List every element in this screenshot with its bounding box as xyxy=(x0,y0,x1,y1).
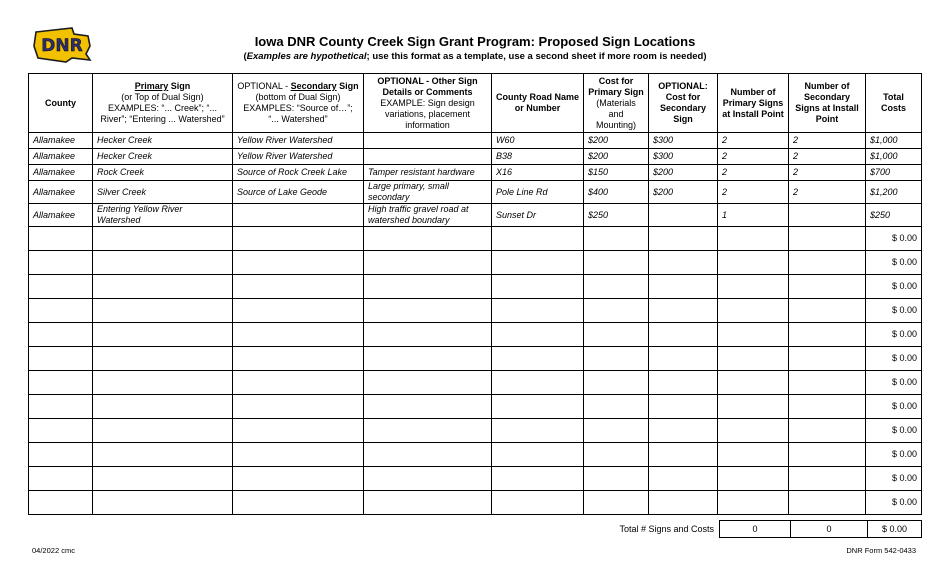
cell-cost-secondary[interactable] xyxy=(649,443,718,467)
header-secondary-pre: OPTIONAL - xyxy=(237,81,291,91)
cell-county[interactable]: Allamakee xyxy=(29,165,93,181)
cell-secondary-sign[interactable] xyxy=(233,204,364,227)
cell-num-primary[interactable]: 1 xyxy=(718,204,789,227)
cell-secondary-sign[interactable] xyxy=(233,227,364,251)
cell-num-secondary[interactable] xyxy=(789,204,866,227)
cell-cost-primary[interactable] xyxy=(584,467,649,491)
header-cost-primary xyxy=(584,74,649,133)
cell-cost-primary[interactable] xyxy=(584,299,649,323)
header-cost-secondary: OPTIONAL: Cost for Secondary Sign xyxy=(649,74,718,133)
cell-county-road[interactable] xyxy=(492,467,584,491)
cell-primary-sign[interactable] xyxy=(93,467,233,491)
cell-num-primary[interactable] xyxy=(718,227,789,251)
cell-secondary-sign[interactable] xyxy=(233,395,364,419)
cell-county-road[interactable] xyxy=(492,443,584,467)
header-secondary-sign xyxy=(233,74,364,133)
footer-form-number: DNR Form 542-0433 xyxy=(846,546,916,555)
cell-primary-sign[interactable] xyxy=(93,371,233,395)
cell-cost-primary[interactable] xyxy=(584,347,649,371)
cell-other-details[interactable] xyxy=(364,443,492,467)
blank-row xyxy=(29,419,922,443)
cell-cost-secondary[interactable] xyxy=(649,467,718,491)
cell-num-primary[interactable] xyxy=(718,419,789,443)
cell-cost-secondary[interactable]: $200 xyxy=(649,165,718,181)
cell-other-details[interactable] xyxy=(364,491,492,515)
header-other-details xyxy=(364,74,492,133)
cell-primary-sign[interactable]: Hecker Creek xyxy=(93,133,233,149)
cell-num-primary[interactable] xyxy=(718,491,789,515)
cell-secondary-sign[interactable] xyxy=(233,371,364,395)
cell-secondary-sign[interactable]: Yellow River Watershed xyxy=(233,149,364,165)
header-row xyxy=(29,74,922,133)
cell-cost-secondary[interactable]: $300 xyxy=(649,149,718,165)
blank-row xyxy=(29,227,922,251)
blank-row xyxy=(29,491,922,515)
logo-text: DNR xyxy=(41,36,83,56)
cell-cost-primary[interactable]: $200 xyxy=(584,133,649,149)
cell-secondary-sign[interactable] xyxy=(233,251,364,275)
cell-county[interactable] xyxy=(29,251,93,275)
cell-cost-primary[interactable]: $400 xyxy=(584,181,649,204)
cell-num-secondary[interactable]: 2 xyxy=(789,181,866,204)
cell-num-secondary[interactable] xyxy=(789,347,866,371)
header-secondary-bold: Sign xyxy=(336,81,359,91)
cell-total: $700 xyxy=(866,165,922,181)
cell-primary-sign[interactable] xyxy=(93,227,233,251)
cell-num-secondary[interactable] xyxy=(789,275,866,299)
cell-num-primary[interactable]: 2 xyxy=(718,181,789,204)
cell-cost-primary[interactable] xyxy=(584,443,649,467)
cell-county[interactable]: Allamakee xyxy=(29,204,93,227)
header-total-costs: Total Costs xyxy=(866,74,922,133)
cell-num-primary[interactable] xyxy=(718,347,789,371)
cell-total: $ 0.00 xyxy=(866,323,922,347)
cell-cost-secondary[interactable]: $300 xyxy=(649,133,718,149)
cell-county-road[interactable]: W60 xyxy=(492,133,584,149)
header-county-road: County Road Name or Number xyxy=(492,74,584,133)
blank-row xyxy=(29,443,922,467)
cell-other-details[interactable] xyxy=(364,419,492,443)
cell-total: $ 0.00 xyxy=(866,419,922,443)
cell-total: $1,000 xyxy=(866,133,922,149)
cell-county[interactable] xyxy=(29,323,93,347)
cell-county[interactable]: Allamakee xyxy=(29,149,93,165)
cell-num-secondary[interactable] xyxy=(789,419,866,443)
cell-total: $ 0.00 xyxy=(866,443,922,467)
cell-num-primary[interactable]: 2 xyxy=(718,133,789,149)
example-row xyxy=(29,149,922,165)
cell-primary-sign[interactable]: Entering Yellow River Watershed xyxy=(93,204,233,227)
cell-total: $ 0.00 xyxy=(866,299,922,323)
cell-primary-sign[interactable] xyxy=(93,491,233,515)
cell-primary-sign[interactable] xyxy=(93,275,233,299)
cell-other-details[interactable]: Tamper resistant hardware xyxy=(364,165,492,181)
cell-cost-secondary[interactable] xyxy=(649,251,718,275)
cell-primary-sign[interactable] xyxy=(93,395,233,419)
cell-total: $1,000 xyxy=(866,149,922,165)
cell-total: $ 0.00 xyxy=(866,347,922,371)
cell-secondary-sign[interactable] xyxy=(233,491,364,515)
summary-total: $ 0.00 xyxy=(868,521,922,538)
cell-county-road[interactable]: X16 xyxy=(492,165,584,181)
cell-other-details[interactable] xyxy=(364,467,492,491)
header-other-bold: OPTIONAL - Other Sign Details or Comments xyxy=(377,75,478,97)
header-secondary-underline: Secondary xyxy=(290,81,337,91)
cell-county-road[interactable] xyxy=(492,275,584,299)
cell-total: $ 0.00 xyxy=(866,467,922,491)
cell-primary-sign[interactable] xyxy=(93,443,233,467)
cell-county-road[interactable] xyxy=(492,419,584,443)
cell-county[interactable] xyxy=(29,299,93,323)
cell-num-primary[interactable] xyxy=(718,467,789,491)
cell-cost-primary[interactable]: $250 xyxy=(584,204,649,227)
header-secondary-rest: (bottom of Dual Sign) EXAMPLES: “Source of…”; “... Watershed” xyxy=(243,92,353,124)
cell-total: $1,200 xyxy=(866,181,922,204)
cell-num-primary[interactable] xyxy=(718,323,789,347)
cell-other-details[interactable] xyxy=(364,251,492,275)
cell-cost-primary[interactable] xyxy=(584,395,649,419)
cell-cost-primary[interactable]: $200 xyxy=(584,149,649,165)
cell-cost-secondary[interactable]: $200 xyxy=(649,181,718,204)
sign-locations-table xyxy=(28,73,922,515)
page-title: Iowa DNR County Creek Sign Grant Program: Proposed Sign Locations xyxy=(254,34,696,49)
cell-num-secondary[interactable] xyxy=(789,323,866,347)
blank-row xyxy=(29,395,922,419)
cell-cost-primary[interactable] xyxy=(584,491,649,515)
cell-primary-sign[interactable] xyxy=(93,419,233,443)
cell-num-secondary[interactable]: 2 xyxy=(789,149,866,165)
cell-county-road[interactable] xyxy=(492,299,584,323)
cell-cost-secondary[interactable] xyxy=(649,395,718,419)
cell-county-road[interactable] xyxy=(492,371,584,395)
header-county: County xyxy=(29,74,93,133)
summary-label: Total # Signs and Costs xyxy=(619,524,714,534)
cell-other-details[interactable] xyxy=(364,323,492,347)
header-primary-sign xyxy=(93,74,233,133)
cell-num-secondary[interactable] xyxy=(789,299,866,323)
cell-num-primary[interactable] xyxy=(718,371,789,395)
cell-county[interactable] xyxy=(29,227,93,251)
blank-row xyxy=(29,323,922,347)
cell-county-road[interactable]: B38 xyxy=(492,149,584,165)
cell-county-road[interactable] xyxy=(492,491,584,515)
cell-cost-primary[interactable]: $150 xyxy=(584,165,649,181)
cell-county[interactable]: Allamakee xyxy=(29,181,93,204)
cell-county[interactable] xyxy=(29,371,93,395)
cell-county-road[interactable] xyxy=(492,227,584,251)
cell-cost-primary[interactable] xyxy=(584,419,649,443)
blank-row xyxy=(29,347,922,371)
footer-date: 04/2022 cmc xyxy=(32,546,75,555)
cell-total: $250 xyxy=(866,204,922,227)
cell-county[interactable] xyxy=(29,467,93,491)
cell-num-primary[interactable] xyxy=(718,299,789,323)
cell-num-secondary[interactable]: 2 xyxy=(789,133,866,149)
summary-row xyxy=(720,521,922,538)
header-num-secondary: Number of Secondary Signs at Install Point xyxy=(789,74,866,133)
cell-county-road[interactable] xyxy=(492,395,584,419)
cell-num-secondary[interactable] xyxy=(789,491,866,515)
cell-num-secondary[interactable] xyxy=(789,227,866,251)
cell-total: $ 0.00 xyxy=(866,491,922,515)
cell-cost-secondary[interactable] xyxy=(649,371,718,395)
cell-secondary-sign[interactable] xyxy=(233,419,364,443)
cell-other-details[interactable] xyxy=(364,149,492,165)
cell-secondary-sign[interactable] xyxy=(233,323,364,347)
cell-num-secondary[interactable] xyxy=(789,467,866,491)
subtitle-emphasis: Examples are hypothetical xyxy=(246,51,367,62)
cell-primary-sign[interactable] xyxy=(93,251,233,275)
cell-cost-secondary[interactable] xyxy=(649,491,718,515)
subtitle-open: ( xyxy=(243,51,247,62)
cell-county-road[interactable]: Sunset Dr xyxy=(492,204,584,227)
cell-county[interactable] xyxy=(29,419,93,443)
cell-cost-primary[interactable] xyxy=(584,323,649,347)
cell-other-details[interactable] xyxy=(364,347,492,371)
header-cost-primary-rest: (Materials and Mounting) xyxy=(595,97,637,130)
cell-other-details[interactable]: High traffic gravel road at watershed boundary xyxy=(364,204,492,227)
subtitle-rest: ; use this format as a template, use a second sheet if more room is needed) xyxy=(366,51,707,62)
cell-secondary-sign[interactable]: Source of Rock Creek Lake xyxy=(233,165,364,181)
example-row xyxy=(29,133,922,149)
header-num-primary: Number of Primary Signs at Install Point xyxy=(718,74,789,133)
cell-primary-sign[interactable] xyxy=(93,323,233,347)
cell-cost-secondary[interactable] xyxy=(649,323,718,347)
cell-county-road[interactable] xyxy=(492,323,584,347)
cell-cost-primary[interactable] xyxy=(584,371,649,395)
cell-num-primary[interactable]: 2 xyxy=(718,149,789,165)
summary-num-primary: 0 xyxy=(720,521,791,538)
cell-county[interactable] xyxy=(29,491,93,515)
dnr-logo xyxy=(32,24,94,64)
cell-other-details[interactable] xyxy=(364,227,492,251)
cell-num-secondary[interactable] xyxy=(789,251,866,275)
summary-table xyxy=(719,520,922,538)
cell-total: $ 0.00 xyxy=(866,227,922,251)
cell-county[interactable]: Allamakee xyxy=(29,133,93,149)
blank-row xyxy=(29,251,922,275)
summary-num-secondary: 0 xyxy=(791,521,868,538)
cell-secondary-sign[interactable]: Source of Lake Geode xyxy=(233,181,364,204)
cell-num-secondary[interactable] xyxy=(789,371,866,395)
cell-cost-secondary[interactable] xyxy=(649,227,718,251)
cell-cost-primary[interactable] xyxy=(584,251,649,275)
cell-cost-primary[interactable] xyxy=(584,227,649,251)
cell-primary-sign[interactable] xyxy=(93,299,233,323)
cell-num-primary[interactable]: 2 xyxy=(718,165,789,181)
cell-num-secondary[interactable]: 2 xyxy=(789,165,866,181)
cell-total: $ 0.00 xyxy=(866,251,922,275)
cell-county-road[interactable] xyxy=(492,251,584,275)
cell-num-primary[interactable] xyxy=(718,443,789,467)
header-primary-rest: (or Top of Dual Sign) EXAMPLES: “... Creek”; “... River”; “Entering ... Watershed” xyxy=(100,92,225,124)
cell-secondary-sign[interactable] xyxy=(233,299,364,323)
cell-cost-secondary[interactable] xyxy=(649,419,718,443)
cell-secondary-sign[interactable]: Yellow River Watershed xyxy=(233,133,364,149)
cell-other-details[interactable] xyxy=(364,395,492,419)
example-row xyxy=(29,204,922,227)
cell-total: $ 0.00 xyxy=(866,275,922,299)
cell-other-details[interactable] xyxy=(364,371,492,395)
cell-county[interactable] xyxy=(29,395,93,419)
cell-cost-secondary[interactable] xyxy=(649,275,718,299)
header-primary-underline: Primary xyxy=(134,81,169,91)
cell-cost-secondary[interactable] xyxy=(649,347,718,371)
cell-secondary-sign[interactable] xyxy=(233,347,364,371)
header-other-rest: EXAMPLE: Sign design variations, placement information xyxy=(380,97,475,130)
header-primary-bold: Sign xyxy=(168,81,191,91)
cell-cost-secondary[interactable] xyxy=(649,299,718,323)
cell-other-details[interactable]: Large primary, small secondary xyxy=(364,181,492,204)
blank-row xyxy=(29,371,922,395)
example-row xyxy=(29,165,922,181)
cell-other-details[interactable] xyxy=(364,299,492,323)
cell-county-road[interactable] xyxy=(492,347,584,371)
cell-cost-primary[interactable] xyxy=(584,275,649,299)
blank-row xyxy=(29,467,922,491)
header-cost-primary-bold: Cost for Primary Sign xyxy=(588,75,644,97)
cell-primary-sign[interactable]: Hecker Creek xyxy=(93,149,233,165)
cell-num-secondary[interactable] xyxy=(789,443,866,467)
cell-county[interactable] xyxy=(29,275,93,299)
cell-primary-sign[interactable]: Rock Creek xyxy=(93,165,233,181)
cell-primary-sign[interactable]: Silver Creek xyxy=(93,181,233,204)
cell-secondary-sign[interactable] xyxy=(233,275,364,299)
cell-primary-sign[interactable] xyxy=(93,347,233,371)
cell-total: $ 0.00 xyxy=(866,395,922,419)
cell-num-primary[interactable] xyxy=(718,395,789,419)
cell-county-road[interactable]: Pole Line Rd xyxy=(492,181,584,204)
cell-total: $ 0.00 xyxy=(866,371,922,395)
cell-county[interactable] xyxy=(29,347,93,371)
cell-num-primary[interactable] xyxy=(718,275,789,299)
cell-county[interactable] xyxy=(29,443,93,467)
cell-other-details[interactable] xyxy=(364,133,492,149)
cell-cost-secondary[interactable] xyxy=(649,204,718,227)
blank-row xyxy=(29,275,922,299)
cell-secondary-sign[interactable] xyxy=(233,443,364,467)
cell-secondary-sign[interactable] xyxy=(233,467,364,491)
cell-num-primary[interactable] xyxy=(718,251,789,275)
cell-other-details[interactable] xyxy=(364,275,492,299)
example-row xyxy=(29,181,922,204)
page-subtitle xyxy=(160,50,790,63)
blank-row xyxy=(29,299,922,323)
cell-num-secondary[interactable] xyxy=(789,395,866,419)
